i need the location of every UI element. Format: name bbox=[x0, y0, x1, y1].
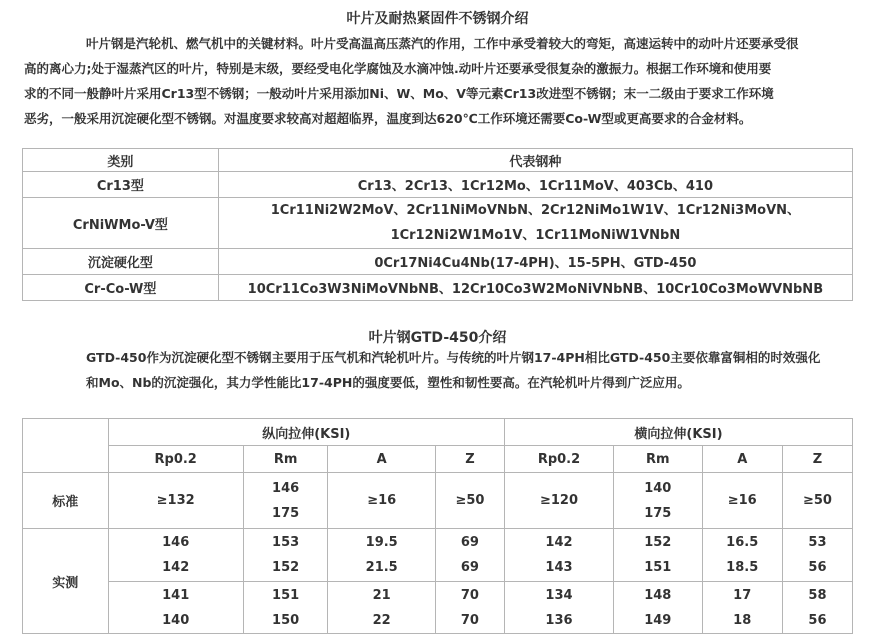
grades-line: 1Cr11Ni2W2MoV、2Cr11NiMoVNbN、2Cr12NiMo1W1V、1Cr12Ni3MoVN、 bbox=[270, 203, 801, 218]
value: 152 bbox=[272, 560, 300, 575]
value: 53 bbox=[808, 535, 827, 550]
value: 136 bbox=[545, 612, 573, 628]
table-header-row bbox=[23, 149, 853, 172]
measured-cell bbox=[108, 582, 243, 634]
sub-header: Rm bbox=[614, 446, 702, 473]
grades-cell: 10Cr11Co3W3NiMoVNbNB、12Cr10Co3W2MoNiVNbNB、10Cr10Co3MoWVNbNB bbox=[218, 275, 852, 301]
sub-header: Rp0.2 bbox=[108, 446, 243, 473]
value: 153 bbox=[272, 535, 300, 550]
value: 22 bbox=[372, 612, 391, 628]
category-cell: Cr-Co-W型 bbox=[23, 275, 219, 301]
group-header-row bbox=[23, 419, 853, 446]
sub-header: A bbox=[328, 446, 435, 473]
range-line: 146 bbox=[272, 480, 300, 496]
section2-title: 叶片钢GTD-450介绍 bbox=[368, 330, 507, 346]
value: 146 bbox=[162, 535, 190, 550]
standard-value bbox=[243, 473, 328, 529]
value: 143 bbox=[545, 560, 573, 575]
value: 142 bbox=[162, 560, 190, 575]
measured-cell bbox=[614, 582, 702, 634]
value: 141 bbox=[162, 587, 190, 603]
grades-cell: 0Cr17Ni4Cu4Nb(17-4PH)、15-5PH、GTD-450 bbox=[218, 249, 852, 275]
value: 56 bbox=[808, 560, 827, 575]
corner-cell bbox=[23, 419, 109, 473]
value: 151 bbox=[272, 587, 300, 603]
paragraph-line: 恶劣，一般采用沉淀硬化型不锈钢。对温度要求较高对超超临界，温度到达620℃工作环境还需要Co-W型或更高要求的合金材料。 bbox=[24, 111, 752, 126]
measured-cell bbox=[108, 529, 243, 582]
value: 70 bbox=[460, 587, 479, 603]
sub-header: Rm bbox=[243, 446, 328, 473]
standard-row bbox=[23, 473, 853, 529]
standard-value: ≥50 bbox=[435, 473, 504, 529]
measured-cell bbox=[702, 529, 782, 582]
row-label-measured: 实测 bbox=[23, 529, 109, 634]
value: 21.5 bbox=[365, 560, 398, 575]
sub-header: Rp0.2 bbox=[504, 446, 613, 473]
sub-header: Z bbox=[435, 446, 504, 473]
measured-cell bbox=[435, 529, 504, 582]
value: 17 bbox=[733, 587, 752, 603]
measured-cell bbox=[504, 529, 613, 582]
value: 69 bbox=[460, 535, 479, 550]
measured-row bbox=[23, 529, 853, 582]
measured-cell bbox=[435, 582, 504, 634]
paragraph-line: 叶片钢是汽轮机、燃气机中的关键材料。叶片受高温高压蒸汽的作用，工作中承受着较大的弯矩，高速运转中的动叶片还要承受很 bbox=[86, 36, 799, 51]
value: 69 bbox=[460, 560, 479, 575]
header-grades: 代表钢种 bbox=[218, 149, 852, 172]
value: 21 bbox=[372, 587, 391, 603]
category-cell: Cr13型 bbox=[23, 172, 219, 198]
steel-grades-table bbox=[22, 148, 853, 301]
measured-cell bbox=[328, 582, 435, 634]
standard-value: ≥50 bbox=[782, 473, 852, 529]
standard-value bbox=[614, 473, 702, 529]
sub-header: A bbox=[702, 446, 782, 473]
value: 70 bbox=[460, 612, 479, 628]
value: 151 bbox=[644, 560, 672, 575]
paragraph-line: GTD-450作为沉淀硬化型不锈钢主要用于压气机和汽轮机叶片。与传统的叶片钢17-4PH相比GTD-450主要依靠富铜相的时效强化 bbox=[86, 350, 821, 365]
value: 134 bbox=[545, 587, 573, 603]
section2-paragraph bbox=[46, 345, 856, 395]
value: 16.5 bbox=[726, 535, 759, 550]
group-header-transverse: 横向拉伸(KSI) bbox=[504, 419, 852, 446]
section1-title: 叶片及耐热紧固件不锈钢介绍 bbox=[346, 11, 529, 27]
value: 18 bbox=[733, 612, 752, 628]
value: 18.5 bbox=[726, 560, 759, 575]
range-line: 175 bbox=[644, 505, 672, 521]
value: 142 bbox=[545, 535, 573, 550]
value: 148 bbox=[644, 587, 672, 603]
paragraph-line: 高的离心力;处于湿蒸汽区的叶片，特别是末级，要经受电化学腐蚀及水滴冲蚀.动叶片还要承受很复杂的激振力。根据工作环境和使用要 bbox=[24, 61, 772, 76]
sub-header-row bbox=[23, 446, 853, 473]
measured-cell bbox=[702, 582, 782, 634]
standard-value: ≥16 bbox=[702, 473, 782, 529]
measured-cell bbox=[243, 529, 328, 582]
category-cell: CrNiWMo-V型 bbox=[23, 198, 219, 249]
range-line: 140 bbox=[644, 480, 672, 496]
value: 140 bbox=[162, 612, 190, 628]
standard-value: ≥132 bbox=[108, 473, 243, 529]
measured-cell bbox=[243, 582, 328, 634]
measured-cell bbox=[328, 529, 435, 582]
tensile-properties-table bbox=[22, 418, 853, 634]
value: 58 bbox=[808, 587, 827, 603]
category-cell: 沉淀硬化型 bbox=[23, 249, 219, 275]
measured-cell bbox=[782, 529, 852, 582]
group-header-longitudinal: 纵向拉伸(KSI) bbox=[108, 419, 504, 446]
standard-value: ≥16 bbox=[328, 473, 435, 529]
grades-cell bbox=[218, 198, 852, 249]
grades-cell: Cr13、2Cr13、1Cr12Mo、1Cr11MoV、403Cb、410 bbox=[218, 172, 852, 198]
value: 149 bbox=[644, 612, 672, 628]
grades-line: 1Cr12Ni2W1Mo1V、1Cr11MoNiW1VNbN bbox=[390, 228, 681, 243]
value: 152 bbox=[644, 535, 672, 550]
table-row bbox=[23, 275, 853, 301]
header-category: 类别 bbox=[23, 149, 219, 172]
value: 19.5 bbox=[365, 535, 398, 550]
measured-cell bbox=[504, 582, 613, 634]
value: 150 bbox=[272, 612, 300, 628]
table-row bbox=[23, 172, 853, 198]
paragraph-line: 求的不同一般静叶片采用Cr13型不锈钢；一般动叶片采用添加Ni、W、Mo、V等元素Cr13改进型不锈钢；末一二级由于要求工作环境 bbox=[24, 86, 774, 101]
sub-header: Z bbox=[782, 446, 852, 473]
measured-cell bbox=[782, 582, 852, 634]
standard-value: ≥120 bbox=[504, 473, 613, 529]
measured-row bbox=[23, 582, 853, 634]
value: 56 bbox=[808, 612, 827, 628]
paragraph-line: 和Mo、Nb的沉淀强化，其力学性能比17-4PH的强度要低，塑性和韧性要高。在汽轮机叶片得到广泛应用。 bbox=[86, 375, 690, 390]
range-line: 175 bbox=[272, 505, 300, 521]
measured-cell bbox=[614, 529, 702, 582]
table-row bbox=[23, 249, 853, 275]
table-row bbox=[23, 198, 853, 249]
row-label-standard: 标准 bbox=[23, 473, 109, 529]
section1-paragraph bbox=[24, 31, 854, 131]
